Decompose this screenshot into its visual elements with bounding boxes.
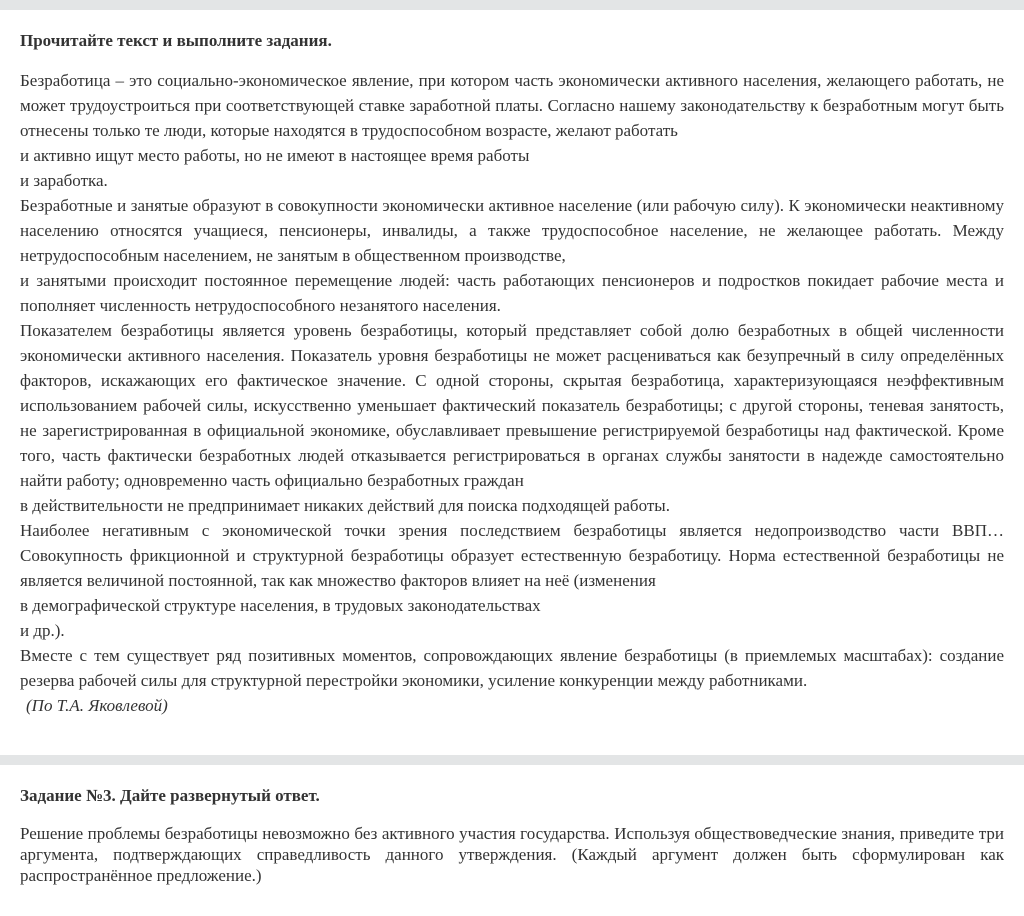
reading-text-card [0,10,1024,755]
text-paragraph: в демографической структуре населения, в трудовых законодательствах [20,596,541,615]
text-paragraph: в действительности не предпринимает никаких действий для поиска подходящей работы. [20,496,670,515]
task-text: Решение проблемы безработицы невозможно без активного участия государства. Используя обществоведческие знания, приведите три аргумента, подтверждающих справедливость данного утверждения. (Каждый аргумент должен быть сформулирован как распространённое предложение.) [20,824,1004,885]
reading-instructions-heading: Прочитайте текст и выполните задания. [20,31,332,50]
section-separator [0,755,1024,765]
top-separator [0,0,1024,10]
text-paragraph: Безработица – это социально-экономическое явление, при котором часть экономически активного населения, желающего работать, не может трудоустроиться при соответствующей ставке заработной платы. Согласно нашему законодательству к безработным могут быть отнесены только те люди, которые находятся в трудоспособном возрасте, желают работать [20,71,1004,140]
task-card [0,765,1024,916]
text-paragraph: и активно ищут место работы, но не имеют в настоящее время работы [20,146,530,165]
text-paragraph: Безработные и занятые образуют в совокупности экономически активное население (или рабочую силу). К экономически неактивному населению относятся учащиеся, пенсионеры, инвалиды, а также трудоспособное население, не желающее работать. Между нетрудоспособным населением, не занятым в общественном производстве, [20,196,1004,265]
text-paragraph: Показателем безработицы является уровень безработицы, который представляет собой долю безработных в общей численности экономически активного населения. Показатель уровня безработицы не может расцениваться как безупречный в силу определённых факторов, искажающих его фактическое значение. С одной стороны, скрытая безработица, характеризующаяся неэффективным использованием рабочей силы, искусственно уменьшает фактический показатель безработицы; с другой стороны, теневая занятость, не зарегистрированная в официальной экономике, обуславливает превышение регистрируемой безработицы над фактической. Кроме того, часть фактически безработных людей отказывается регистрироваться в органах службы занятости в надежде самостоятельно найти работу; одновременно часть официально безработных граждан [20,321,1004,490]
text-paragraph: и заработка. [20,171,108,190]
task-heading: Задание №3. Дайте развернутый ответ. [20,786,320,805]
reading-text-body [20,68,1004,693]
text-paragraph: Наиболее негативным с экономической точки зрения последствием безработицы является недопроизводство части ВВП… Совокупность фрикционной и структурной безработицы образует естественную безработицу. Норма естественной безработицы не является величиной постоянной, так как множество факторов влияет на неё (изменения [20,521,1004,590]
text-source-attribution: (По Т.А. Яковлевой) [26,696,168,715]
text-paragraph: Вместе с тем существует ряд позитивных моментов, сопровождающих явление безработицы (в приемлемых масштабах): создание резерва рабочей силы для структурной перестройки экономики, усиление конкуренции между работниками. [20,646,1004,690]
text-paragraph: и др.). [20,621,65,640]
text-paragraph: и занятыми происходит постоянное перемещение людей: часть работающих пенсионеров и подростков покидает рабочие места и пополняет численность нетрудоспособного незанятого населения. [20,271,1004,315]
